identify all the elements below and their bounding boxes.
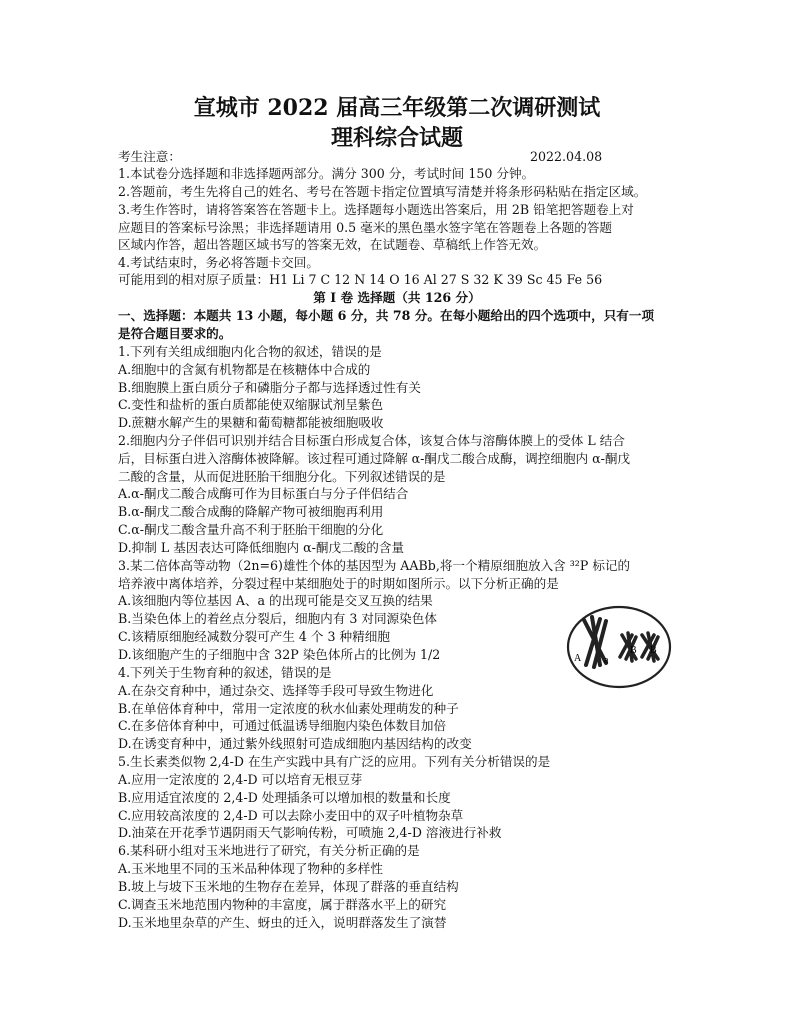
question-line: B.应用适宜浓度的 2,4-D 处理插条可以增加根的数量和长度 <box>118 790 451 805</box>
question-line: 5.生长素类似物 2,4-D 在生产实践中具有广泛的应用。下列有关分析错误的是 <box>118 754 551 769</box>
question-line: A.玉米地里不同的玉米品种体现了物种的多样性 <box>118 861 383 876</box>
question-line: A.细胞中的含氮有机物都是在核糖体中合成的 <box>118 362 371 377</box>
question-line: A.α-酮戊二酸合成酶可作为目标蛋白与分子伴侣结合 <box>118 486 409 501</box>
question-line: C.应用较高浓度的 2,4-D 可以去除小麦田中的双子叶植物杂草 <box>118 808 464 823</box>
notice-line: 应题目的答案标号涂黑；非选择题请用 0.5 毫米的黑色墨水签字笔在答题卷上各题的答题 <box>118 220 613 235</box>
page-title: 宣城市 2022 届高三年级第二次调研测试 <box>193 95 601 121</box>
chromosome-cell-diagram-icon <box>566 605 672 689</box>
question-line: B.坡上与坡下玉米地的生物存在差异，体现了群落的垂直结构 <box>118 879 459 894</box>
gene-label: B <box>630 645 637 656</box>
question-line: B.在单倍体育种中，常用一定浓度的秋水仙素处理萌发的种子 <box>118 701 459 716</box>
notice-line: 1.本试卷分选择题和非选择题两部分。满分 300 分，考试时间 150 分钟。 <box>118 166 535 181</box>
question-line: C.在多倍体育种中，可通过低温诱导细胞内染色体数目加倍 <box>118 718 447 733</box>
section-instruction: 一、选择题：本题共 13 小题，每小题 6 分，共 78 分。在每小题给出的四个选项中，只有一项 <box>118 308 655 323</box>
page-subtitle: 理科综合试题 <box>330 125 463 151</box>
notice-line: 区域内作答，超出答题区域书写的答案无效，在试题卷、草稿纸上作答无效。 <box>118 237 547 252</box>
atomic-mass-line: 可能用到的相对原子质量：H1 Li 7 C 12 N 14 O 16 Al 27 S 32 K 39 Sc 45 Fe 56 <box>118 272 603 287</box>
section-instruction: 是符合题目要求的。 <box>118 326 232 341</box>
section-title: 第 I 卷 选择题（共 126 分） <box>313 290 481 305</box>
question-line: D.玉米地里杂草的产生、蚜虫的迁入，说明群落发生了演替 <box>118 915 447 930</box>
question-line: 3.某二倍体高等动物（2n=6)雄性个体的基因型为 AABb,将一个精原细胞放入含 ³²P 标记的 <box>118 558 631 573</box>
question-line: B.细胞膜上蛋白质分子和磷脂分子都与选择透过性有关 <box>118 380 421 395</box>
question-line: 6.某科研小组对玉米地进行了研究，有关分析正确的是 <box>118 843 420 858</box>
gene-label: a <box>604 655 609 666</box>
question-line: A.应用一定浓度的 2,4-D 可以培育无根豆芽 <box>118 772 363 787</box>
notice-label: 考生注意： <box>118 149 181 164</box>
question-line: A.在杂交育种中，通过杂交、选择等手段可导致生物进化 <box>118 683 434 698</box>
question-line: 二酸的含量，从而促进胚胎干细胞分化。下列叙述错误的是 <box>118 469 446 484</box>
question-line: B.α-酮戊二酸合成酶的降解产物可被细胞再利用 <box>118 504 384 519</box>
notice-line: 2.答题前，考生先将自己的姓名、考号在答题卡指定位置填写清楚并将条形码粘贴在指定区域。 <box>118 184 647 199</box>
exam-date: 2022.04.08 <box>530 149 603 164</box>
question-line: D.在诱变育种中，通过紫外线照射可造成细胞内基因结构的改变 <box>118 736 472 751</box>
question-line: C.变性和盐析的蛋白质都能使双缩脲试剂呈紫色 <box>118 397 384 412</box>
question-line: A.该细胞内等位基因 A、a 的出现可能是交叉互换的结果 <box>118 593 433 608</box>
question-line: C.调查玉米地范围内物种的丰富度，属于群落水平上的研究 <box>118 897 447 912</box>
gene-label: B <box>650 645 657 656</box>
question-line: 4.下列关于生物育种的叙述，错误的是 <box>118 665 332 680</box>
question-line: C.α-酮戊二酸含量升高不利于胚胎干细胞的分化 <box>118 522 384 537</box>
question-line: 2.细胞内分子伴侣可识别并结合目标蛋白形成复合体，该复合体与溶酶体膜上的受体 L 结合 <box>118 433 625 448</box>
question-line: D.蔗糖水解产生的果糖和葡萄糖都能被细胞吸收 <box>118 415 384 430</box>
question-line: 1.下列有关组成细胞内化合物的叙述，错误的是 <box>118 344 382 359</box>
question-line: C.该精原细胞经减数分裂可产生 4 个 3 种精细胞 <box>118 629 390 644</box>
notice-line: 4.考试结束时，务必将答题卡交回。 <box>118 255 319 270</box>
question-line: 培养液中离体培养，分裂过程中某细胞处于的时期如图所示。以下分析正确的是 <box>118 576 559 591</box>
question-line: 后，目标蛋白进入溶酶体被降解。该过程可通过降解 α-酮戊二酸合成酶，调控细胞内 α-酮戊 <box>118 451 631 466</box>
notice-line: 3.考生作答时，请将答案答在答题卡上。选择题每小题选出答案后，用 2B 铅笔把答题卷上对 <box>118 202 634 217</box>
question-line: D.油菜在开花季节遇阴雨天气影响传粉，可喷施 2,4-D 溶液进行补救 <box>118 825 502 840</box>
question-line: D.抑制 L 基因表达可降低细胞内 α-酮戊二酸的含量 <box>118 540 405 555</box>
question-line: D.该细胞产生的子细胞中含 32P 染色体所占的比例为 1/2 <box>118 647 441 662</box>
question-line: B.当染色体上的着丝点分裂后，细胞内有 3 对同源染色体 <box>118 611 437 626</box>
gene-label: A <box>574 653 582 664</box>
